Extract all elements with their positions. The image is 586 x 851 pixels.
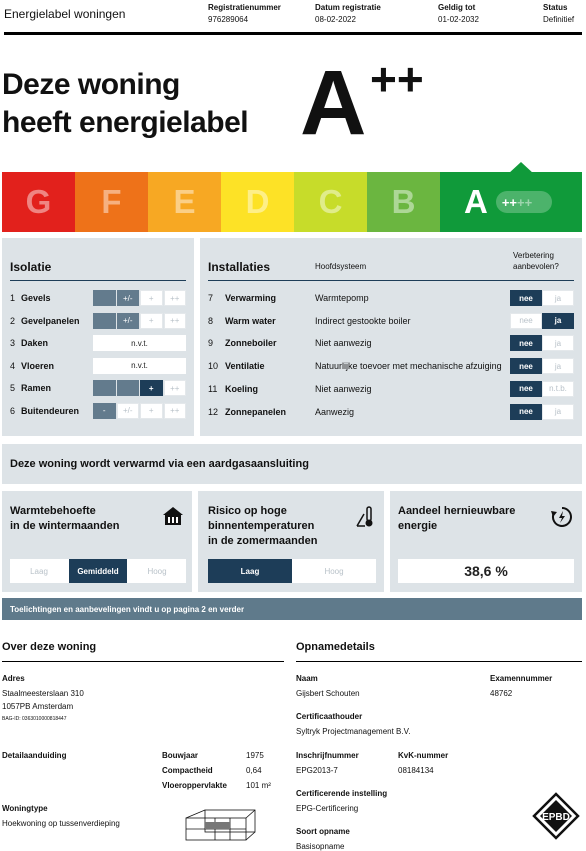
- verbetering-ja: ja: [542, 290, 574, 306]
- geldig-tot-value: 01-02-2032: [438, 15, 479, 24]
- isolatie-row-label: Vloeren: [21, 360, 55, 371]
- isolatie-row-number: 4: [10, 360, 16, 371]
- vloeroppervlakte-value: 101 m²: [246, 781, 271, 790]
- status: [543, 2, 574, 26]
- installatie-hoofdsysteem: Niet aanwezig: [315, 383, 372, 394]
- opnamedetails-title: Opnamedetails: [296, 641, 375, 653]
- isolatie-scale-cell: +: [140, 313, 163, 329]
- warmtebehoefte-title-line1: Warmtebehoefte: [10, 505, 96, 517]
- inschrijfnummer-label: Inschrijfnummer: [296, 751, 359, 760]
- woningtype-label: Woningtype: [2, 804, 48, 813]
- verbetering-nee: nee: [510, 313, 542, 329]
- compactheid-value: 0,64: [246, 766, 262, 775]
- datum-registratie-value: 08-02-2022: [315, 15, 356, 24]
- isolatie-scale-cell: -: [93, 403, 116, 419]
- geldig-tot: [438, 2, 479, 26]
- isolatie-row-number: 1: [10, 293, 16, 303]
- verbetering-nee: nee: [510, 335, 542, 351]
- installatie-row-number: 8: [208, 315, 214, 326]
- isolatie-divider: [10, 280, 186, 281]
- epbd-logo-icon: [532, 792, 580, 840]
- certificaathouder-label: Certificaathouder: [296, 712, 363, 721]
- isolatie-scale-cell: ++: [164, 313, 187, 329]
- verbetering-ja: ja: [542, 335, 574, 351]
- hoofdsysteem-header: Hoofdsysteem: [315, 262, 367, 271]
- warmtebehoefte-title-line2: in de wintermaanden: [10, 520, 120, 532]
- compactheid-label: Compactheid: [162, 766, 213, 775]
- warmtebehoefte-gemiddeld: Gemiddeld: [69, 559, 127, 583]
- registratienummer-value: 976289064: [208, 15, 249, 24]
- verbetering-header: [513, 250, 559, 272]
- verbetering-header-line2: aanbevolen?: [513, 262, 559, 271]
- examennummer-value: 48762: [490, 689, 513, 698]
- isolatie-row-label: Daken: [21, 338, 49, 348]
- energy-class-e: [148, 172, 221, 232]
- soort-opname-value: Basisopname: [296, 842, 345, 851]
- building-type-icon: [185, 806, 265, 842]
- isolatie-row-label: Gevelpanelen: [21, 315, 80, 326]
- energy-class-letter: E: [173, 183, 196, 220]
- installatie-row-label: Warm water: [225, 315, 276, 326]
- energy-class-letter: F: [101, 183, 122, 220]
- isolatie-value-cell: n.v.t.: [93, 335, 186, 351]
- hernieuwbaar-title: [398, 504, 515, 534]
- isolatie-row-number: 6: [10, 405, 16, 416]
- installatie-hoofdsysteem: Natuurlijke toevoer met mechanische afzuiging: [315, 361, 502, 372]
- adres-label: Adres: [2, 674, 25, 683]
- active-class-pointer-icon: [508, 162, 534, 174]
- isolatie-value-cell: n.v.t.: [93, 358, 186, 374]
- energy-class-letter: B: [391, 183, 416, 220]
- datum-registratie-label: Datum registratie: [315, 3, 381, 12]
- warmtebehoefte-hoog: Hoog: [128, 559, 186, 583]
- geldig-tot-label: Geldig tot: [438, 3, 476, 12]
- kvk-label: KvK-nummer: [398, 751, 449, 760]
- hero-line-2: heeft energielabel: [2, 106, 249, 139]
- hero-line-1: Deze woning: [2, 68, 180, 101]
- isolatie-row-number: 3: [10, 338, 16, 348]
- status-label: Status: [543, 3, 568, 12]
- installatie-row-label: Koeling: [225, 383, 258, 394]
- certificaathouder-value: Syltryk Projectmanagement B.V.: [296, 727, 411, 736]
- verbetering-nee: nee: [510, 381, 542, 397]
- woningtype-value: Hoekwoning op tussenverdieping: [2, 819, 120, 828]
- epbd-logo-text: EPBD: [542, 812, 570, 823]
- inschrijfnummer-value: EPG2013-7: [296, 766, 338, 775]
- installaties-divider: [208, 280, 574, 281]
- risico-title: [208, 504, 317, 549]
- installatie-hoofdsysteem: Indirect gestookte boiler: [315, 315, 411, 326]
- examennummer-label: Examennummer: [490, 674, 553, 683]
- isolatie-scale-cell: +/-: [117, 313, 140, 329]
- hero-title: [2, 66, 248, 142]
- energy-class-letter: G: [25, 183, 52, 220]
- energy-class-c: [294, 172, 367, 232]
- isolatie-scale-cell: +/-: [117, 290, 140, 306]
- energy-class-letter: D: [245, 183, 270, 220]
- installatie-row-label: Zonnepanelen: [225, 406, 287, 417]
- installaties-title: Installaties: [208, 260, 271, 274]
- verbetering-ja: ja: [542, 313, 574, 329]
- energy-class-g: [2, 172, 75, 232]
- datum-registratie: [315, 2, 381, 26]
- verbetering-nee: nee: [510, 358, 542, 374]
- bouwjaar-value: 1975: [246, 751, 264, 760]
- hero-energy-label: A: [300, 52, 365, 154]
- adres-line-1: Staalmeesterslaan 310: [2, 689, 84, 698]
- over-woning-title: Over deze woning: [2, 641, 97, 653]
- warmtebehoefte-title: [10, 504, 119, 534]
- energy-class-d: [221, 172, 294, 232]
- installatie-row-label: Ventilatie: [225, 361, 265, 372]
- energy-class-b: [367, 172, 440, 232]
- isolatie-row-number: 2: [10, 315, 16, 326]
- registratienummer: [208, 2, 281, 26]
- energy-class-letter: A: [464, 183, 488, 220]
- installatie-row-label: Verwarming: [225, 293, 277, 303]
- energy-plus-active: ++: [501, 194, 518, 210]
- isolatie-scale-cell: ++: [164, 403, 187, 419]
- recycle-energy-icon: [550, 505, 574, 529]
- energy-plus-dim: ++: [517, 194, 533, 210]
- verwarming-text: Deze woning wordt verwarmd via een aardgasaansluiting: [10, 458, 309, 470]
- document-title: Energielabel woningen: [4, 7, 126, 21]
- hernieuwbaar-title-line2: energie: [398, 520, 438, 532]
- verbetering-ja: ja: [542, 404, 574, 420]
- verbetering-ja: ja: [542, 358, 574, 374]
- isolatie-scale-cell: +: [140, 403, 163, 419]
- installatie-row-number: 7: [208, 293, 214, 303]
- opnamedetails-divider: [296, 661, 582, 662]
- toelichting-band: Toelichtingen en aanbevelingen vindt u op pagina 2 en verder: [2, 598, 582, 620]
- house-heat-icon: [162, 506, 184, 526]
- energy-plus-pill: [496, 191, 552, 213]
- installatie-hoofdsysteem: Warmtepomp: [315, 293, 369, 303]
- installatie-row-number: 10: [208, 361, 219, 372]
- risico-title-line1: Risico op hoge: [208, 505, 287, 517]
- energy-class-f: [75, 172, 148, 232]
- naam-label: Naam: [296, 674, 318, 683]
- isolatie-scale-cell: ++: [164, 290, 187, 306]
- energy-class-letter: C: [318, 183, 343, 220]
- status-value: Definitief: [543, 15, 575, 24]
- isolatie-scale-cell: +: [140, 380, 163, 396]
- isolatie-row-label: Buitendeuren: [21, 405, 80, 416]
- over-woning-divider: [2, 661, 284, 662]
- bouwjaar-label: Bouwjaar: [162, 751, 199, 760]
- risico-laag: Laag: [208, 559, 292, 583]
- risico-title-line2: binnentemperaturen: [208, 520, 315, 532]
- isolatie-row-number: 5: [10, 383, 16, 393]
- energy-class-a: [440, 172, 582, 232]
- installatie-hoofdsysteem: Niet aanwezig: [315, 338, 372, 349]
- hernieuwbaar-title-line1: Aandeel hernieuwbare: [398, 505, 516, 517]
- installatie-row-label: Zonneboiler: [225, 338, 277, 349]
- kvk-value: 08184134: [398, 766, 434, 775]
- registratienummer-label: Registratienummer: [208, 3, 281, 12]
- isolatie-scale-cell: [93, 290, 116, 306]
- soort-opname-label: Soort opname: [296, 827, 350, 836]
- risico-title-line3: in de zomermaanden: [208, 535, 318, 547]
- warmtebehoefte-laag: Laag: [10, 559, 68, 583]
- certificerende-instelling-value: EPG-Certificering: [296, 804, 359, 813]
- detailaanduiding-label: Detailaanduiding: [2, 751, 67, 760]
- adres-line-2: 1057PB Amsterdam: [2, 702, 74, 711]
- verbetering-header-line1: Verbetering: [513, 251, 554, 260]
- isolatie-scale-cell: [93, 380, 116, 396]
- isolatie-scale-cell: [93, 313, 116, 329]
- hero-energy-label-plus: ++: [370, 53, 424, 105]
- bag-id: BAG-ID: 0363010000818447: [2, 716, 67, 722]
- verbetering-nee: nee: [510, 290, 542, 306]
- naam-value: Gijsbert Schouten: [296, 689, 360, 698]
- isolatie-scale-cell: ++: [164, 380, 187, 396]
- verbetering-ja: n.t.b.: [542, 381, 574, 397]
- risico-hoog: Hoog: [292, 559, 376, 583]
- isolatie-scale-cell: [117, 380, 140, 396]
- installatie-row-number: 9: [208, 338, 214, 349]
- isolatie-scale-cell: +/-: [117, 403, 140, 419]
- certificerende-instelling-label: Certificerende instelling: [296, 789, 388, 798]
- installatie-row-number: 12: [208, 406, 219, 417]
- installatie-hoofdsysteem: Aanwezig: [315, 406, 355, 417]
- thermometer-icon: [356, 506, 376, 528]
- installatie-row-number: 11: [208, 383, 218, 394]
- isolatie-title: Isolatie: [10, 260, 52, 274]
- isolatie-scale-cell: +: [140, 290, 163, 306]
- vloeroppervlakte-label: Vloeroppervlakte: [162, 781, 227, 790]
- energy-class-bar: [2, 172, 582, 232]
- isolatie-row-label: Ramen: [21, 383, 52, 393]
- header-divider: [4, 32, 582, 35]
- verbetering-nee: nee: [510, 404, 542, 420]
- hernieuwbaar-value: 38,6 %: [398, 559, 574, 583]
- isolatie-row-label: Gevels: [21, 293, 51, 303]
